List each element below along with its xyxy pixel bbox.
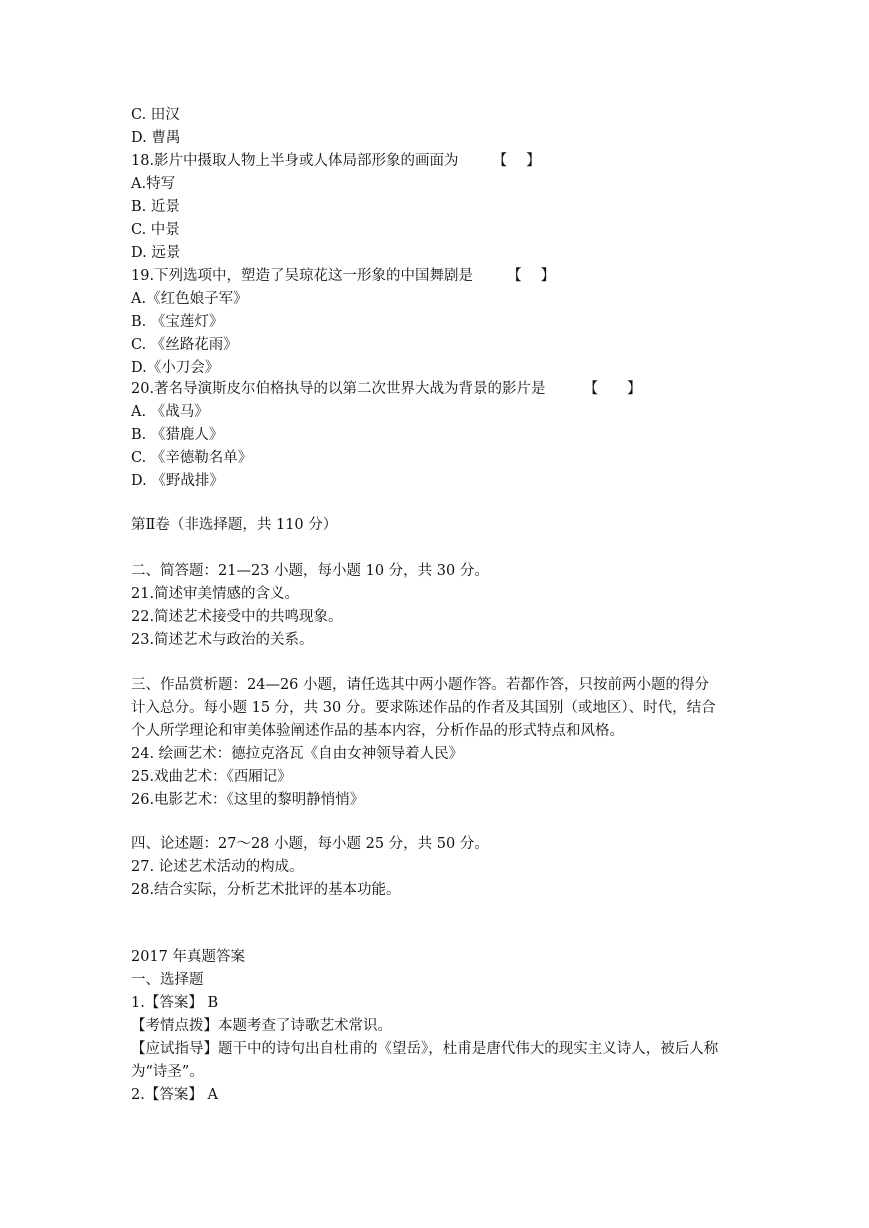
question-28: 28.结合实际，分析艺术批评的基本功能。 (131, 882, 401, 898)
q20-option-d: D. 《野战排》 (131, 473, 224, 489)
q17-option-c: C. 田汉 (131, 107, 180, 123)
answer-1: 1.【答案】 B (131, 995, 219, 1011)
q20-option-c: C. 《辛德勒名单》 (131, 450, 253, 466)
q19-option-a: A.《红色娘子军》 (131, 291, 248, 307)
question-22: 22.简述艺术接受中的共鸣现象。 (131, 609, 343, 625)
question-20 (131, 378, 743, 493)
section3-heading-line1: 三、作品赏析题：24—26 小题，请任选其中两小题作答。若都作答，只按前两小题的得分 (131, 677, 710, 693)
q17-option-d: D. 曹禺 (131, 130, 181, 146)
section-4-essay (131, 833, 743, 902)
q18-stem-row (131, 150, 743, 173)
section3-heading-line3: 个人所学理论和审美体验阐述作品的基本内容，分析作品的形式特点和风格。 (131, 723, 624, 739)
q19-stem: 19.下列选项中，塑造了吴琼花这一形象的中国舞剧是 (131, 268, 474, 284)
question-27: 27. 论述艺术活动的构成。 (131, 859, 304, 875)
q20-answer-bracket: 【 】 (583, 381, 642, 397)
answers-section (131, 946, 743, 1107)
part2-title (131, 514, 743, 537)
question-17-options (131, 104, 743, 150)
q20-stem: 20.著名导演斯皮尔伯格执导的以第二次世界大战为背景的影片是 (131, 381, 546, 397)
question-24: 24. 绘画艺术：德拉克洛瓦《自由女神领导着人民》 (131, 746, 464, 762)
q19-option-b: B. 《宝莲灯》 (131, 314, 224, 330)
answer-2: 2.【答案】 A (131, 1087, 218, 1103)
q18-stem: 18.影片中摄取人物上半身或人体局部形象的画面为 (131, 153, 459, 169)
question-21: 21.简述审美情感的含义。 (131, 586, 300, 602)
answers-section1-heading: 一、选择题 (131, 972, 204, 988)
q19-option-c: C. 《丝路花雨》 (131, 337, 238, 353)
question-18 (131, 150, 743, 265)
section4-heading: 四、论述题：27～28 小题，每小题 25 分，共 50 分。 (131, 836, 489, 852)
answer-1-guide-line2: 为“诗圣”。 (131, 1064, 204, 1080)
question-23: 23.简述艺术与政治的关系。 (131, 632, 314, 648)
q19-answer-bracket: 【 】 (507, 268, 556, 284)
question-26: 26.电影艺术：《这里的黎明静悄悄》 (131, 792, 365, 808)
q18-option-a: A.特写 (131, 176, 176, 192)
q18-option-b: B. 近景 (131, 199, 180, 215)
q19-stem-row (131, 265, 743, 288)
answer-1-point: 【考情点拨】本题考查了诗歌艺术常识。 (131, 1018, 392, 1034)
q18-answer-bracket: 【 】 (492, 153, 541, 169)
section-3-appreciation (131, 674, 743, 812)
section3-heading-line2: 计入总分。每小题 15 分，共 30 分。要求陈述作品的作者及其国别（或地区）、时代，结合 (131, 700, 716, 716)
q20-stem-row (131, 378, 743, 401)
q18-option-c: C. 中景 (131, 222, 180, 238)
answer-1-guide-line1: 【应试指导】题干中的诗句出自杜甫的《望岳》，杜甫是唐代伟大的现实主义诗人，被后人称 (131, 1041, 719, 1057)
q19-option-d: D.《小刀会》 (131, 360, 220, 376)
question-25: 25.戏曲艺术：《西厢记》 (131, 769, 292, 785)
question-19 (131, 265, 743, 380)
q20-option-a: A. 《战马》 (131, 404, 209, 420)
q20-option-b: B. 《猎鹿人》 (131, 427, 224, 443)
section2-heading: 二、简答题：21—23 小题，每小题 10 分，共 30 分。 (131, 563, 489, 579)
section-2-short-answer (131, 560, 743, 652)
part2-title-text: 第Ⅱ卷（非选择题，共 110 分） (131, 517, 338, 533)
q18-option-d: D. 远景 (131, 245, 181, 261)
answers-title: 2017 年真题答案 (131, 949, 246, 965)
